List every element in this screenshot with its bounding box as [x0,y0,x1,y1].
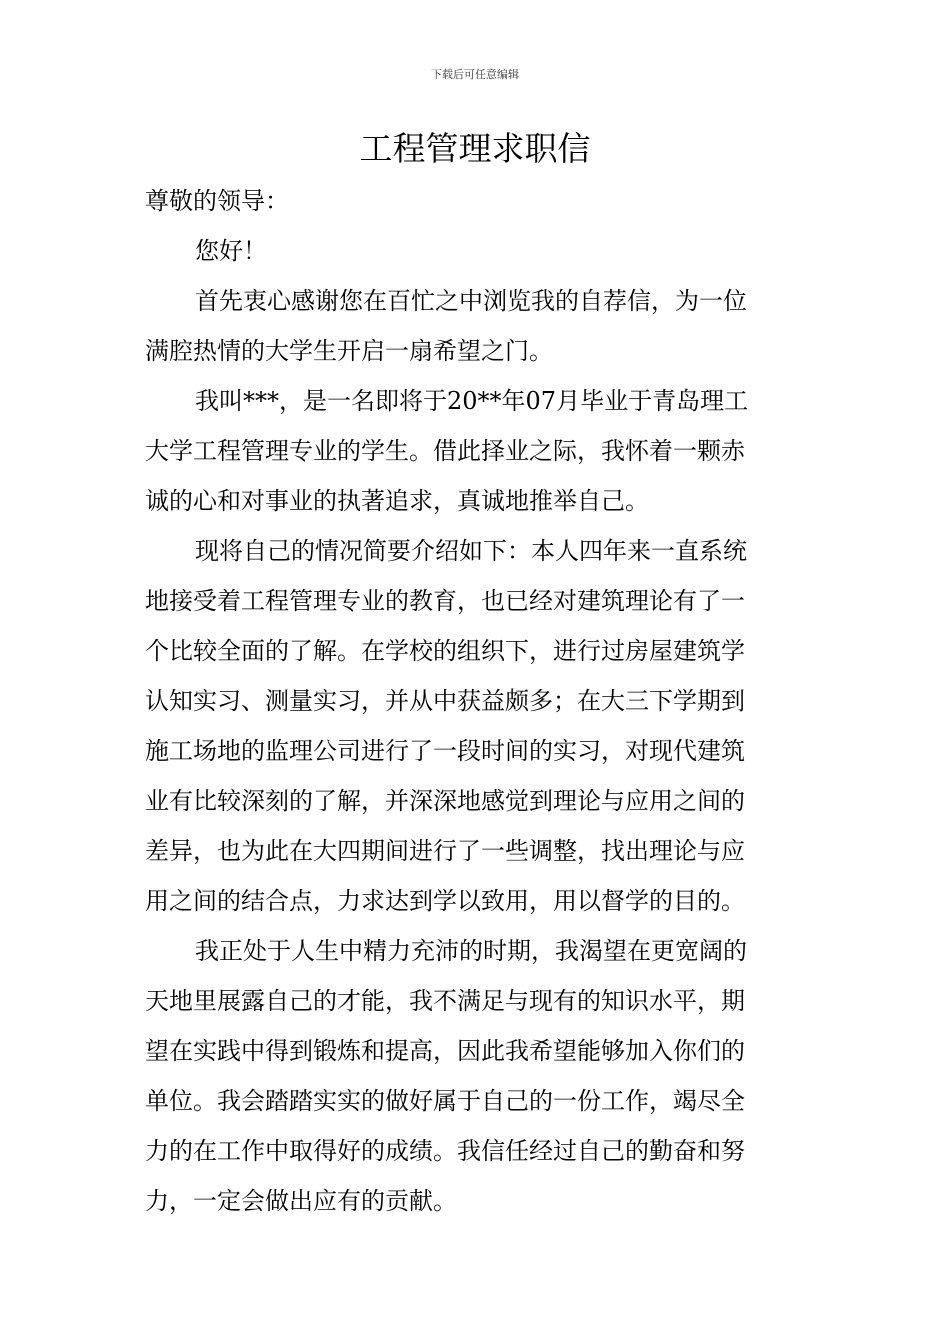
paragraph-line: 现将自己的情况简要介绍如下：本人四年来一直系统 [195,537,747,565]
paragraph-line: 单位。我会踏踏实实的做好属于自己的一份工作，竭尽全 [145,1087,745,1115]
paragraph-line: 我正处于人生中精力充沛的时期，我渴望在更宽阔的 [195,937,747,965]
paragraph-2 [145,376,807,526]
paragraph-line: 施工场地的监理公司进行了一段时间的实习，对现代建筑 [145,737,745,765]
greeting: 您好！ [195,237,267,265]
paragraph-line: 认知实习、测量实习，并从中获益颇多；在大三下学期到 [145,687,745,715]
paragraph-1 [145,276,807,376]
header-note: 下载后可任意编辑 [431,68,519,81]
paragraph-line: 大学工程管理专业的学生。借此择业之际，我怀着一颗赤 [145,437,745,465]
paragraph-line: 力的在工作中取得好的成绩。我信任经过自己的勤奋和努 [145,1137,745,1165]
paragraph-line: 首先衷心感谢您在百忙之中浏览我的自荐信，为一位 [195,287,747,315]
paragraph-line: 业有比较深刻的了解，并深深地感觉到理论与应用之间的 [145,787,745,815]
paragraph-line: 差异，也为此在大四期间进行了一些调整，找出理论与应 [145,837,745,865]
paragraph-line: 满腔热情的大学生开启一扇希望之门。 [145,337,553,365]
paragraph-line: 用之间的结合点，力求达到学以致用，用以督学的目的。 [145,887,745,915]
paragraph-4 [145,926,807,1226]
salutation: 尊敬的领导： [145,187,289,215]
document-title: 工程管理求职信 [359,129,591,168]
paragraph-line: 力，一定会做出应有的贡献。 [145,1187,457,1215]
letter-body [145,176,807,1226]
paragraph-3 [145,526,807,926]
paragraph-line: 个比较全面的了解。在学校的组织下，进行过房屋建筑学 [145,637,745,665]
paragraph-line: 诚的心和对事业的执著追求，真诚地推举自己。 [145,487,649,515]
paragraph-line: 我叫***，是一名即将于20**年07月毕业于青岛理工 [195,387,749,415]
paragraph-line: 望在实践中得到锻炼和提高，因此我希望能够加入你们的 [145,1037,745,1065]
paragraph-line: 地接受着工程管理专业的教育，也已经对建筑理论有了一 [145,587,745,615]
paragraph-line: 天地里展露自己的才能，我不满足与现有的知识水平，期 [145,987,745,1015]
